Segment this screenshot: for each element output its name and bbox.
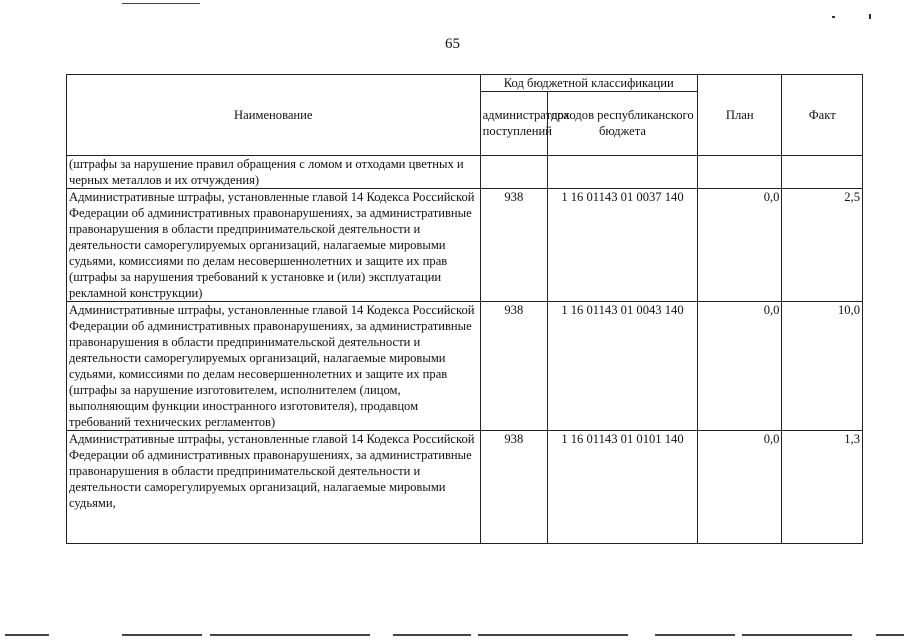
- row-name: Административные штрафы, установленные главой 14 Кодекса Российской Федерации об административных правонарушениях, за административные правонарушения в области предпринимательской деятельности и деятельности саморегулируемых организаций, налагаемые мировыми судьями, комиссиями по делам несовершеннолетних и защите их прав (штрафы за нарушения требований к установке и (или) эксплуатации рекламной конструкции): [67, 189, 481, 302]
- row-admin-code: [480, 156, 547, 189]
- scan-line: [876, 634, 904, 636]
- row-fact: 10,0: [782, 302, 863, 431]
- row-name: (штрафы за нарушение правил обращения с ломом и отходами цветных и черных металлов и их отчуждения): [67, 156, 481, 189]
- row-admin-code: 938: [480, 431, 547, 544]
- scan-line: [122, 634, 202, 636]
- table-row: [67, 431, 863, 544]
- header-kbk-group: Код бюджетной классификации: [480, 75, 697, 92]
- scan-line: [5, 634, 49, 636]
- page-number: 65: [445, 36, 460, 52]
- row-income-code: [548, 156, 698, 189]
- scan-line: [393, 634, 471, 636]
- row-fact: 1,3: [782, 431, 863, 544]
- row-plan: 0,0: [697, 189, 782, 302]
- row-admin-code: 938: [480, 302, 547, 431]
- row-income-code: 1 16 01143 01 0037 140: [548, 189, 698, 302]
- row-plan: [697, 156, 782, 189]
- scan-line: [655, 634, 735, 636]
- row-admin-code: 938: [480, 189, 547, 302]
- scan-line: [210, 634, 370, 636]
- scan-mark: [832, 16, 835, 18]
- header-plan: План: [697, 75, 782, 156]
- row-plan: 0,0: [697, 302, 782, 431]
- row-name: Административные штрафы, установленные главой 14 Кодекса Российской Федерации об административных правонарушениях, за административные правонарушения в области предпринимательской деятельности и деятельности саморегулируемых организаций, налагаемые мировыми судьями,: [67, 431, 481, 544]
- header-admin: администратора поступлений: [480, 92, 547, 156]
- header-name: Наименование: [67, 75, 481, 156]
- scan-line: [742, 634, 852, 636]
- scan-line: [478, 634, 628, 636]
- table-row: [67, 156, 863, 189]
- table-row: [67, 302, 863, 431]
- row-fact: 2,5: [782, 189, 863, 302]
- table-row: [67, 189, 863, 302]
- table-header: [67, 75, 863, 156]
- row-plan: 0,0: [697, 431, 782, 544]
- scan-mark: [869, 14, 871, 19]
- header-fact: Факт: [782, 75, 863, 156]
- row-name: Административные штрафы, установленные главой 14 Кодекса Российской Федерации об административных правонарушениях, за административные правонарушения в области предпринимательской деятельности и деятельности саморегулируемых организаций, налагаемые мировыми судьями, комиссиями по делам несовершеннолетних и защите их прав (штрафы за нарушение изготовителем, исполнителем (лицом, выполняющим функции иностранного изготовителя), продавцом требований технических регламентов): [67, 302, 481, 431]
- header-income: доходов республиканского бюджета: [548, 92, 698, 156]
- row-income-code: 1 16 01143 01 0043 140: [548, 302, 698, 431]
- budget-table: [66, 74, 863, 544]
- row-fact: [782, 156, 863, 189]
- row-income-code: 1 16 01143 01 0101 140: [548, 431, 698, 544]
- scan-line: [122, 3, 200, 4]
